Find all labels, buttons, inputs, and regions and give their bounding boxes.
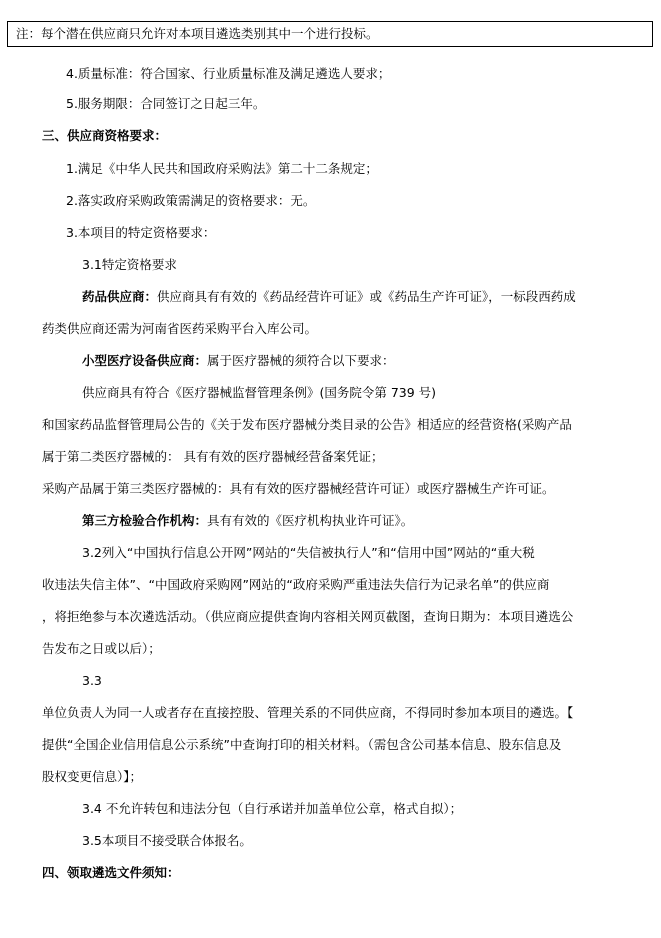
drug-supplier-label: 药品供应商： bbox=[82, 289, 158, 304]
req-3-5-line: 3.5本项目不接受联合体报名。 bbox=[82, 833, 252, 848]
drug-supplier-line bbox=[82, 289, 576, 305]
drug-supplier-text: 供应商具有有效的《药品经营许可证》或《药品生产许可证》，一标段西药成 bbox=[157, 289, 576, 304]
service-period-line: 5.服务期限：合同签订之日起三年。 bbox=[66, 96, 266, 111]
req-3-3-label: 3.3 bbox=[82, 673, 102, 688]
req-3-2-line-1: 3.2列入“中国执行信息公开网”网站的“失信被执行人”和“信用中国”网站的“重大税 bbox=[82, 545, 535, 560]
device-class3-line: 采购产品属于第三类医疗器械的：具有有效的医疗器械经营许可证）或医疗器械生产许可证。 bbox=[42, 481, 555, 496]
req-3-2-line-2: 收违法失信主体”、“中国政府采购网”网站的“政府采购严重违法失信行为记录名单”的供应商 bbox=[42, 577, 550, 592]
device-regulation-line: 供应商具有符合《医疗器械监督管理条例》(国务院令第 739 号) bbox=[82, 385, 437, 400]
third-party-line bbox=[82, 513, 413, 529]
third-party-label: 第三方检验合作机构： bbox=[82, 513, 208, 528]
section-heading-document-notice: 四、领取遴选文件须知： bbox=[42, 865, 180, 880]
device-supplier-line bbox=[82, 353, 395, 369]
drug-supplier-cont-line: 药类供应商还需为河南省医药采购平台入库公司。 bbox=[42, 321, 318, 336]
section-heading-supplier-qualifications: 三、供应商资格要求： bbox=[42, 128, 168, 143]
device-supplier-label: 小型医疗设备供应商： bbox=[82, 353, 208, 368]
third-party-text: 具有有效的《医疗机构执业许可证》。 bbox=[207, 513, 414, 528]
req-3-2-line-4: 告发布之日或以后）； bbox=[42, 641, 161, 656]
req-3-2-line-3: ，将拒绝参与本次遴选活动。（供应商应提供查询内容相关网页截图，查询日期为：本项目遴选公 bbox=[42, 609, 574, 624]
device-class2-line: 属于第二类医疗器械的： 具有有效的医疗器械经营备案凭证； bbox=[42, 449, 384, 464]
note-box bbox=[7, 21, 653, 47]
note-text: 注：每个潜在供应商只允许对本项目遴选类别其中一个进行投标。 bbox=[16, 26, 379, 41]
req-3-3-line-1: 单位负责人为同一人或者存在直接控股、管理关系的不同供应商，不得同时参加本项目的遴选。【 bbox=[42, 705, 574, 720]
req-2-line: 2.落实政府采购政策需满足的资格要求：无。 bbox=[66, 193, 316, 208]
req-3-3-line-3: 股权变更信息）】； bbox=[42, 769, 143, 784]
device-supplier-text: 属于医疗器械的须符合以下要求： bbox=[207, 353, 395, 368]
req-1-line: 1.满足《中华人民共和国政府采购法》第二十二条规定； bbox=[66, 161, 378, 176]
req-3-line: 3.本项目的特定资格要求： bbox=[66, 225, 216, 240]
req-3-1-line: 3.1特定资格要求 bbox=[82, 257, 177, 272]
quality-standard-line: 4.质量标准：符合国家、行业质量标准及满足遴选人要求； bbox=[66, 66, 391, 81]
req-3-3-line-2: 提供“全国企业信用信息公示系统”中查询打印的相关材料。（需包含公司基本信息、股东信息及 bbox=[42, 737, 562, 752]
device-catalog-line: 和国家药品监督管理局公告的《关于发布医疗器械分类目录的公告》相适应的经营资格(采购产品 bbox=[42, 417, 572, 432]
req-3-4-line: 3.4 不允许转包和违法分包（自行承诺并加盖单位公章，格式自拟）； bbox=[82, 801, 463, 816]
